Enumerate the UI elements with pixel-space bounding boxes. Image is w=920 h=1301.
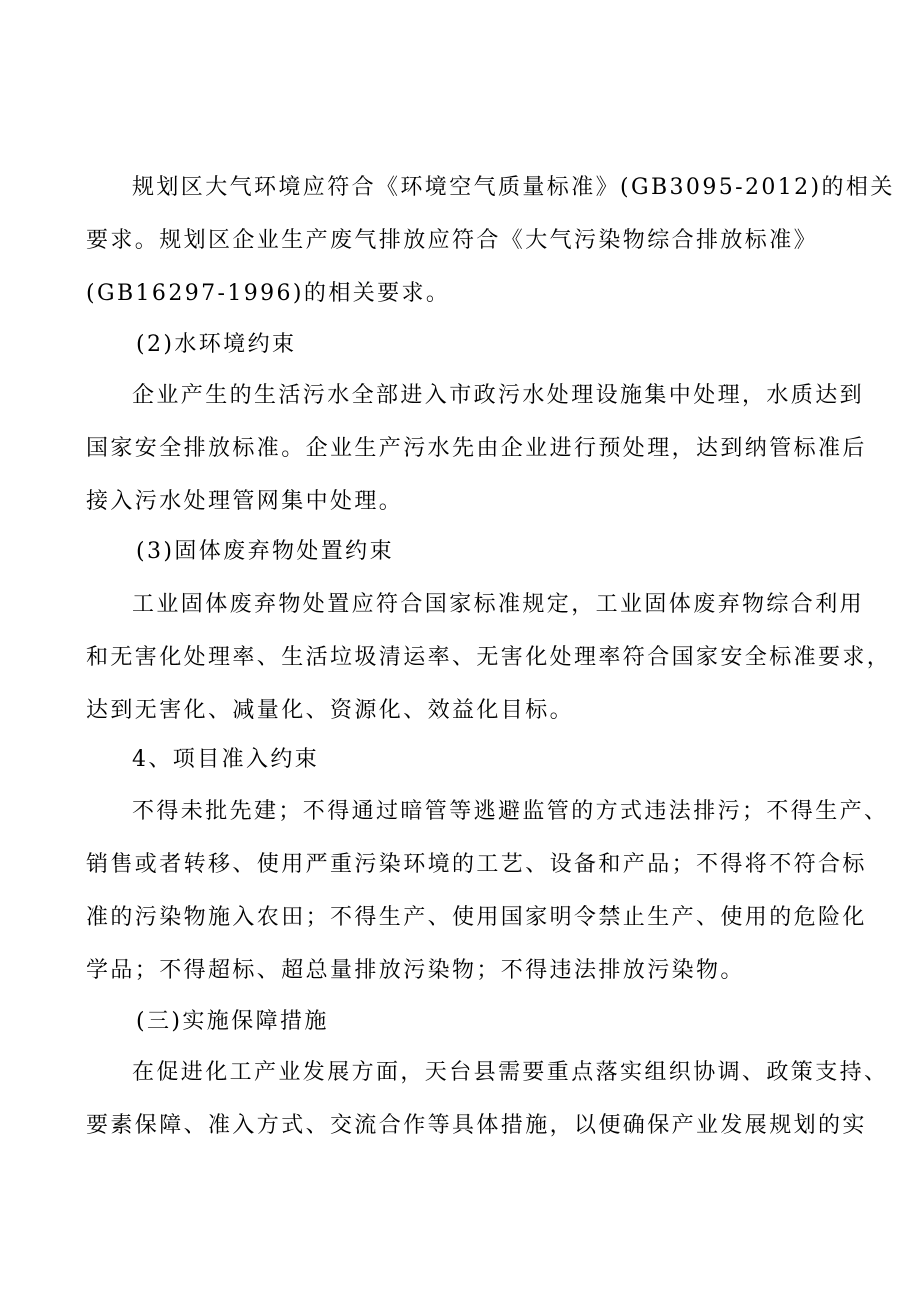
paragraph-access-line-3: 准的污染物施入农田；不得生产、使用国家明令禁止生产、使用的危险化 (86, 905, 867, 930)
paragraph-access-line-2: 销售或者转移、使用严重污染环境的工艺、设备和产品；不得将不符合标 (86, 852, 867, 877)
paragraph-air-line-2: 要求。规划区企业生产废气排放应符合《大气污染物综合排放标准》 (86, 228, 819, 253)
heading-project-access: 4、项目准入约束 (132, 747, 320, 772)
paragraph-air-line-1: 规划区大气环境应符合《环境空气质量标准》(GB3095-2012)的相关 (132, 175, 895, 200)
paragraph-waste-line-1: 工业固体废弃物处置应符合国家标准规定，工业固体废弃物综合利用 (132, 592, 865, 617)
heading-water-environment: (2)水环境约束 (136, 332, 297, 357)
paragraph-measures-line-2: 要素保障、准入方式、交流合作等具体措施，以便确保产业发展规划的实 (86, 1113, 867, 1138)
paragraph-water-line-3: 接入污水处理管网集中处理。 (86, 489, 404, 514)
paragraph-water-line-2: 国家安全排放标准。企业生产污水先由企业进行预处理，达到纳管标准后 (86, 436, 867, 461)
paragraph-air-line-3: (GB16297-1996)的相关要求。 (86, 281, 451, 306)
paragraph-access-line-4: 学品；不得超标、超总量排放污染物；不得违法排放污染物。 (86, 958, 745, 983)
paragraph-access-line-1: 不得未批先建；不得通过暗管等逃避监管的方式违法排污；不得生产、 (132, 799, 889, 824)
paragraph-waste-line-2: 和无害化处理率、生活垃圾清运率、无害化处理率符合国家安全标准要求， (86, 645, 892, 670)
heading-solid-waste: (3)固体废弃物处置约束 (136, 539, 394, 564)
paragraph-measures-line-1: 在促进化工产业发展方面，天台县需要重点落实组织协调、政策支持、 (132, 1060, 889, 1085)
paragraph-water-line-1: 企业产生的生活污水全部进入市政污水处理设施集中处理，水质达到 (132, 383, 865, 408)
paragraph-waste-line-3: 达到无害化、减量化、资源化、效益化目标。 (86, 698, 575, 723)
heading-implementation-measures: (三)实施保障措施 (136, 1009, 329, 1034)
